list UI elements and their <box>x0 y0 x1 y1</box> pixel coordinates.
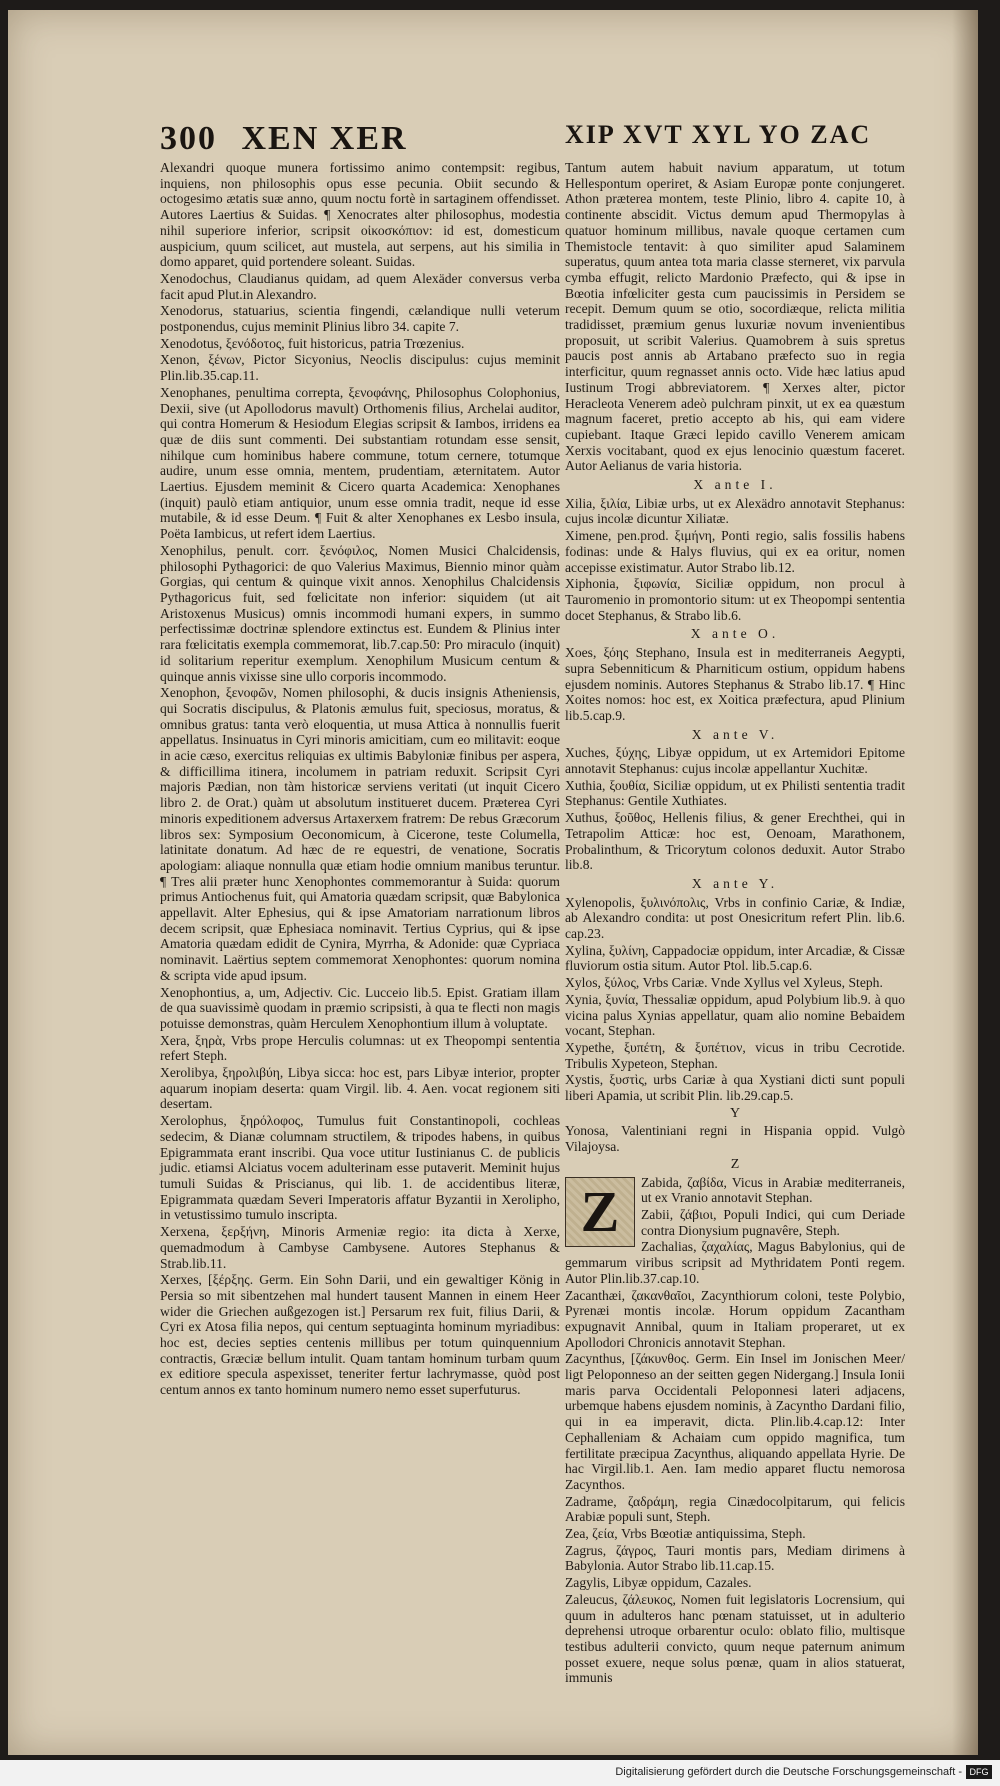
right-column <box>565 160 905 1687</box>
section-heading: X ante O. <box>690 626 780 642</box>
entry: Zacanthæi, ζακανθαῖοι, Zacynthiorum coloni, teste Polybio, Pyrenæi montis incolæ. Horum oppidum Zacantham expugnavit Annibal, quum in Italiam properaret, ut ex Apollodori Chronicis annotavit Stephan. <box>565 1287 905 1350</box>
dfg-logo-icon: DFG <box>966 1765 992 1779</box>
entry: Xiphonia, ξιφωνία, Siciliæ oppidum, non procul à Tauromenio in promontorio situm: ut ex Theopompi sententia docet Stephanus, & Strabo lib.6. <box>565 576 905 623</box>
entry: Xylenopolis, ξυλινόπολις, Vrbs in confinio Cariæ, & Indiæ, ab Alexandro condita: ut post Onesicritum refert Plin. lib.6. cap.23. <box>565 894 905 942</box>
entry: Zacynthus, [ζάκυνθος. Germ. Ein Insel im Jonischen Meer/ ligt Peloponneso an der seitten gegen Nidergang.] Insula Ionii maris parva Occidentali Peloponnesi lateri adjacens, urbemque habens ejusdem nominis, à Zacyntho Dardani filio, qui in ea imperavit, dicta. Plin.lib.4.cap.12: Inter Cephalleniam & Achaiam cum oppido magnifica, tum fertilitate præcipua Zacynthus, aliquando appellata Hyrie. De hac Virgil.lib.1. Aen. Iam medio apparet fluctu nemorosa Zacynthos. <box>565 1351 905 1492</box>
letter-heading-z: Z <box>730 1156 740 1172</box>
entry: Xylos, ξύλος, Vrbs Cariæ. Vnde Xyllus vel Xyleus, Steph. <box>565 975 883 991</box>
entry: Xuthia, ξουθία, Siciliæ oppidum, ut ex Philisti sententia tradit Stephanus: Gentile Xuthiates. <box>565 777 905 809</box>
entry: Xypethe, ξυπέτη, & ξυπέτιον, vicus in tribu Cecrotide. Tribulis Xypeteon, Stephan. <box>565 1039 905 1071</box>
entry: Xenodochus, Claudianus quidam, ad quem Alexäder conversus verba facit apud Plut.in Alexandro. <box>160 270 560 302</box>
entry: Zaleucus, ζάλευκος, Nomen fuit legislatoris Locrensium, qui quum in adulteros hanc pœnam statuisset, ut in adulterio deprehensi utroque orbarentur oculo: oblato filio, multisque testibus adulterii convicto, quum neque paternum animum posset exuere, neque solus pœnæ, quam in alios statuerat, immunis <box>565 1591 905 1686</box>
entry: Zadrame, ζαδράμη, regia Cinædocolpitarum, qui felicis Arabiæ populi sunt, Steph. <box>565 1493 905 1525</box>
entry: Xenodotus, ξενόδοτος, fuit historicus, patria Trœzenius. <box>160 335 465 351</box>
section-heading: X ante I. <box>693 477 777 493</box>
entry: Xenophon, ξενοφῶν, Nomen philosophi, & ducis insignis Atheniensis, qui Socratis discipulus, & Platonis æmulus fuit, speciosus, moratus, & omnibus gratus: tanta verò eloquentia, ut musa Attica à nonnullis fuerit appellatus. Insinuatus in Cyri minoris amicitiam, cum eo militavit: eoque in acie cæso, exercitus reliquias ex ultimis Babyloniæ finibus per asperа, & difficillima itinera, incolumem in patriam reduxit. Scripsit Cyri majoris Pædian, non tàm historicæ serviens veritati (ut inquit Cicero libro 2. de Orat.) quàm ut absolutum institueret ducem. Præterea Cyri minoris expeditionem adversus Artaxerxem fratrem: De rebus Græcorum libros sex: Symposium Oeconomicum, à Cicerone, teste Columella, latinitate donatum. Ad hæc de re equestri, de venatione, Socratis apologiam: aliaque nonnulla quæ etiam hodie omnium manibus teruntur. ¶ Tres alii præter hunc Xenophontes commemorantur à Suida: quorum primus Antiochenus fuit, qui Amatoria quædam scripsit, quæ Babylonica appellavit. Alter Ephesius, qui & ipse Amatoriam narrationum libros decem scripsit, quæ Ephesiaca nominavit. Tertius Cyprius, qui & ipse Amatoria quædam edidit de Cynira, Myrrha, & Adonide: quæ Cypriaca nominavit. Laërtius septem commemorat Xenophontes: quorum nomina & scripta vide apud ipsum. <box>160 685 560 983</box>
footer-credit: Digitalisierung gefördert durch die Deutsche Forschungsgemeinschaft - <box>615 1766 962 1778</box>
running-header-right: XIP XVT XYL YO ZAC <box>565 120 872 149</box>
entry: Xynia, ξυνία, Thessaliæ oppidum, apud Polybium lib.9. à quo vicina palus Xynias appellatur, quam alio nomine Bebaidem vocant, Stephan. <box>565 991 905 1039</box>
entry: Zabida, ζαβίδα, Vicus in Arabiæ mediterraneis, ut ex Vranio annotavit Stephan. <box>641 1174 905 1206</box>
entry: Xerxes, [ξέρξης. Germ. Ein Sohn Darii, und ein gewaltiger König in Persia so mit sibentzehen mal hundert tausent Mannen in einem Heer wider die Griechen außgezogen ist.] Persarum rex fuit, filius Darii, & Cyri ex Atosa filia nepos, qui centum septuaginta hominum myriadibus: hoc est, decies septies centenis millibus per totum quinquennium contractis, Græciæ bellum intulit. Quam tantam hominum turbam quum ex editiore specula aspexisset, teneriter fertur lachrymasse, quòd post centum annos ex tanto hominum numero nemo esset superfuturus. <box>160 1272 560 1398</box>
entry: Xuthus, ξοῦθος, Hellenis filius, & gener Erechthei, qui in Tetrapolim Atticæ: hoc est, Oenoam, Marathonem, Probalinthum, & Tricorytum colonos deduxit. Autor Strabo lib.8. <box>565 810 905 873</box>
letter-heading-y: Y <box>729 1105 741 1121</box>
entry: Xerxena, ξερξήνη, Minoris Armeniæ regio: ita dicta à Xerxe, quemadmodum à Cambyse Cambysene. Autores Stephanus & Strab.lib.11. <box>160 1224 560 1271</box>
entry: Zachalias, ζαχαλίας, Magus Babylonius, qui de gemmarum viribus scripsit ad Mythridatem Ponti regem. Autor Plin.lib.37.cap.10. <box>565 1239 905 1286</box>
left-column <box>160 160 560 1399</box>
decorated-initial-z: Z <box>565 1177 635 1247</box>
entry: Xoes, ξόης Stephano, Insula est in mediterraneis Aegypti, supra Sebenniticum & Pharniticum ostium, oppidum habens ejusdem nominis. Autores Stephanus & Strabo lib.17. ¶ Hinc Xoites nomos: hoc est, ex Xoitica præfectura, apud Plinium lib.5.cap.9. <box>565 645 905 723</box>
entry: Xenophilus, penult. corr. ξενόφιλος, Nomen Musici Chalcidensis, philosophi Pythagorici: de quo Valerius Maximus, Biennio minor quàm Gorgias, qui centum & quinque vixit annos. Xenophilus Chalcidensis Pythagoricus fuit, sed fœlicitate non inferior: siquidem (ut ait Aristoxenus Musicus) omnis incommodi humani expers, in summo perfectissimæ doctrinæ splendore extinctus est. Eundem & Plinius inter rara fœlicitatis exempla commemorat, lib.7.cap.50: Pro miraculo (inquit) id solitarium reperitur exemplum. Xenophilum Musicum centum & quinque annis vixisse sine ullo corporis incommodo. <box>160 542 560 684</box>
entry: Xylina, ξυλίνη, Cappadociæ oppidum, inter Arcadiæ, & Cissæ fluviorum ostia situm. Autor Ptol. lib.5.cap.6. <box>565 942 905 974</box>
entry: Xenodorus, statuarius, scientia fingendi, cælandique nulli veterum postponendus, cujus meminit Plinius libro 34. capite 7. <box>160 303 560 335</box>
left-running-title: XEN XER <box>241 120 408 157</box>
entry: Yonosa, Valentiniani regni in Hispania oppid. Vulgò Vilajoysa. <box>565 1123 905 1155</box>
entry: Xenophanes, penultima correpta, ξενοφάνης, Philosophus Colophonius, Dexii, sive (ut Apollodorus mavult) Orthomenis filius, Archelai auditor, qui contra Homerum & Hesiodum Elegias scripsit & Iambos, irridens ea quæ de diis sunt commenti. Dei substantiam rotundam esse sensit, nihilque cum hominibus habere commune, totum cernere, totumque audire, unum esse omnia, mentem, prudentiam, æternitatem. Autor Laertius. Ejusdem meminit & Cicero quarta Academica: Xenophanes (inquit) paulò etiam antiquior, unum esse omnia tradit, neque id esse mutabile, & id esse Deum. ¶ Fuit & alter Xenophanes ex Lesbo insula, Poëta Iambicus, ut refert idem Laertius. <box>160 384 560 542</box>
entry: Alexandri quoque munera fortissimo animo contempsit: regibus, inquiens, non philosophis opus esse pecunia. Obiit secundo & octogesimo ætatis suæ anno, quum noctu fortè in sartaginem offendisset. Autores Laertius & Suidas. ¶ Xenocrates alter philosophus, modestia nihil superiore inferior, scripsit οἰκοσκόπιον: id est, domesticum auspicium, quum scilicet, aut mustela, aut serpens, aut his similia in domo apparet, quid portendere soleant. Suidas. <box>160 160 560 270</box>
digitization-footer <box>0 1760 1000 1786</box>
entry: Xenophontius, a, um, Adjectiv. Cic. Lucceio lib.5. Epist. Gratiam illam de qua suavissimè quodam in præmio scripsisti, à qua te flecti non magis potuisse demonstras, quàm Herculem Xenophontium illum à voluptate. <box>160 984 560 1031</box>
entry: Xerolophus, ξηρόλοφος, Tumulus fuit Constantinopoli, cochleas sedecim, & Dianæ columnam structilem, & tripodes habens, in quibus Epigrammata erant inscribi. Qua voce utitur Iustinianus C. de publicis judic. etiamsi Alciatus vocem adulterinam esse putaverit. Meminit hujus tumuli Suidas & Priscianus, qui lib. 1. de accidentibus literæ, Epigrammata quædam Severi Imperatoris affatur Byzantii in Xerolipho, in vetustissimo tumulo inscripta. <box>160 1113 560 1223</box>
entry: Xystis, ξυστὶς, urbs Cariæ à qua Xystiani dicti sunt populi liberi Apamia, ut scribit Plin. lib.29.cap.5. <box>565 1072 905 1104</box>
section-heading: X ante Y. <box>691 875 779 891</box>
entry: Xerolibya, ξηρολιβύη, Libya sicca: hoc est, pars Libyæ interior, propter aquarum inopiam deserta: quam Virgil. lib. 4. Aen. vocat regionem siti desertam. <box>160 1065 560 1112</box>
entry: Zea, ζεία, Vrbs Bœotiæ antiquissima, Steph. <box>565 1526 806 1542</box>
entry: Xuches, ξύχης, Libyæ oppidum, ut ex Artemidori Epitome annotavit Stephanus: cujus incolæ appellantur Xuchitæ. <box>565 745 905 777</box>
entry: Xera, ξηρὰ, Vrbs prope Herculis columnas: ut ex Theopompi sententia refert Steph. <box>160 1032 560 1064</box>
entry: Xenon, ξένων, Pictor Sicyonius, Neoclis discipulus: cujus meminit Plin.lib.35.cap.11. <box>160 352 560 384</box>
entry-continuation: Tantum autem habuit navium apparatum, ut totum Hellespontum operiret, & Asiam Europæ ponte conjungeret. Athon præterea montem, teste Plinio, libro 4. capite 10, à continente abscidit. Victus demum apud Thermopylas à quatuor hominum millibus, navale quoque certamen cum Themistocle tentavit: à quo similiter apud Salaminem superatus, quum antea tota maria classe sterneret, vix parvula cymba effugit, relicto Mardonio Præfecto, qui & ipse in Bœotia infœliciter gesta cum paucissimis in Persidem se recepit. Demum quum se otio, socordiæque, relicta militia tradidisset, præmium genus luxuriæ novum invenientibus proposuit, ut scribit Valerius. Quamobrem à suis spretus paucis post annis ab Artabano præfecto suo in regia interficitur, quum regnasset annis octo. Vide hæc latius apud Iustinum Trogi abbreviatorem. ¶ Xerxes alter, pictor Heracleota Venerem adeò pulchram pinxit, ut ex ea quæstum magnum faceret, pretio accepto ab his, qui eam videre cupiebant. Itaque Græci lepido cavillo Venerem amicam Xerxis vocitabant, quod ex ejus lenocinio quæstum faceret. Autor Aelianus de varia historia. <box>565 160 905 474</box>
running-header-left <box>160 120 408 158</box>
entry: Zagrus, ζάγρος, Tauri montis pars, Mediam dirimens à Babylonia. Autor Strabo lib.11.cap.15. <box>565 1542 905 1574</box>
entry: Ximene, pen.prod. ξιμήνη, Ponti regio, salis fossilis habens fodinas: unde & Halys fluvius, qui ex ea oritur, nomen accepisse existimatur. Autor Strabo lib.12. <box>565 528 905 575</box>
page-number: 300 <box>160 120 217 157</box>
entry: Zabii, ζάβιοι, Populi Indici, qui cum Deriade contra Dionysium pugnavêre, Steph. <box>641 1207 905 1238</box>
section-heading: X ante V. <box>691 726 779 742</box>
entry: Xilia, ξιλία, Libiæ urbs, ut ex Alexädro annotavit Stephanus: cujus incolæ dicuntur Xiliatæ. <box>565 495 905 527</box>
entry: Zagylis, Libyæ oppidum, Cazales. <box>565 1575 752 1591</box>
